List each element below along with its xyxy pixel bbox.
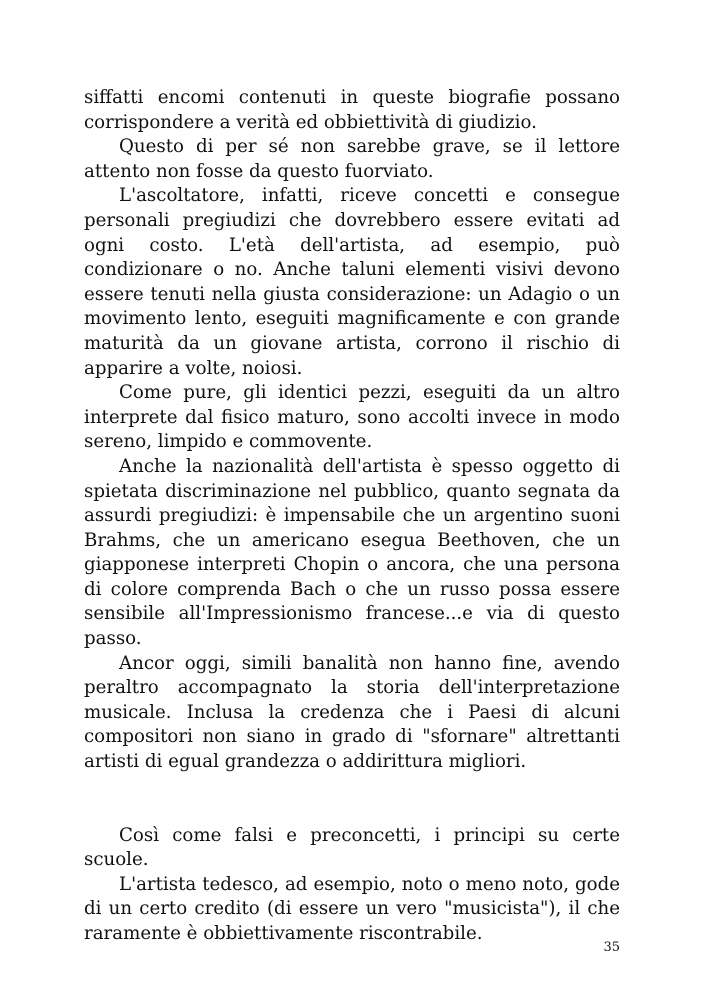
paragraph: L'artista tedesco, ad esempio, noto o meno noto, gode di un certo credito (di essere un vero "musicista"), il che raramente è obbiettivamente riscontrabile. [84,873,620,944]
paragraph: Ancor oggi, simili banalità non hanno fine, avendo peraltro accompagnato la storia dell'interpretazione musicale. Inclusa la credenza che i Paesi di alcuni compositori non siano in grado di "sfornare" altrettanti artisti di egual grandezza o addirittura migliori. [84,652,620,773]
paragraph: Questo di per sé non sarebbe grave, se il lettore attento non fosse da questo fuorviato. [84,136,620,182]
page-number: 35 [603,940,620,955]
paragraph: L'ascoltatore, infatti, riceve concetti e consegue personali pregiudizi che dovrebbero essere evitati ad ogni costo. L'età dell'artista, ad esempio, può condizionare o no. Anche taluni elementi visivi devono essere tenuti nella giusta considerazione: un Adagio o un movimento lento, eseguiti magnificamente e con grande maturità da un giovane artista, corrono il rischio di apparire a volte, noiosi. [84,185,620,379]
section-gap [84,775,620,824]
paragraph-continuation: siffatti encomi contenuti in queste biografie possano corrispondere a verità ed obbiettività di giudizio. [84,87,620,133]
paragraph: Così come falsi e preconcetti, i principi su certe scuole. [84,824,620,871]
page-body [84,86,620,947]
paragraph: Anche la nazionalità dell'artista è spesso oggetto di spietata discriminazione nel pubblico, quanto segnata da assurdi pregiudizi: è impensabile che un argentino suoni Brahms, che un americano esegua Beethoven, che un giapponese interpreti Chopin o ancora, che una persona di colore comprenda Bach o che un russo possa essere sensibile all'Impressionismo francese...e via di questo passo. [84,455,620,650]
paragraph: Come pure, gli identici pezzi, eseguiti da un altro interprete dal fisico maturo, sono accolti invece in modo sereno, limpido e commovente. [84,382,620,453]
